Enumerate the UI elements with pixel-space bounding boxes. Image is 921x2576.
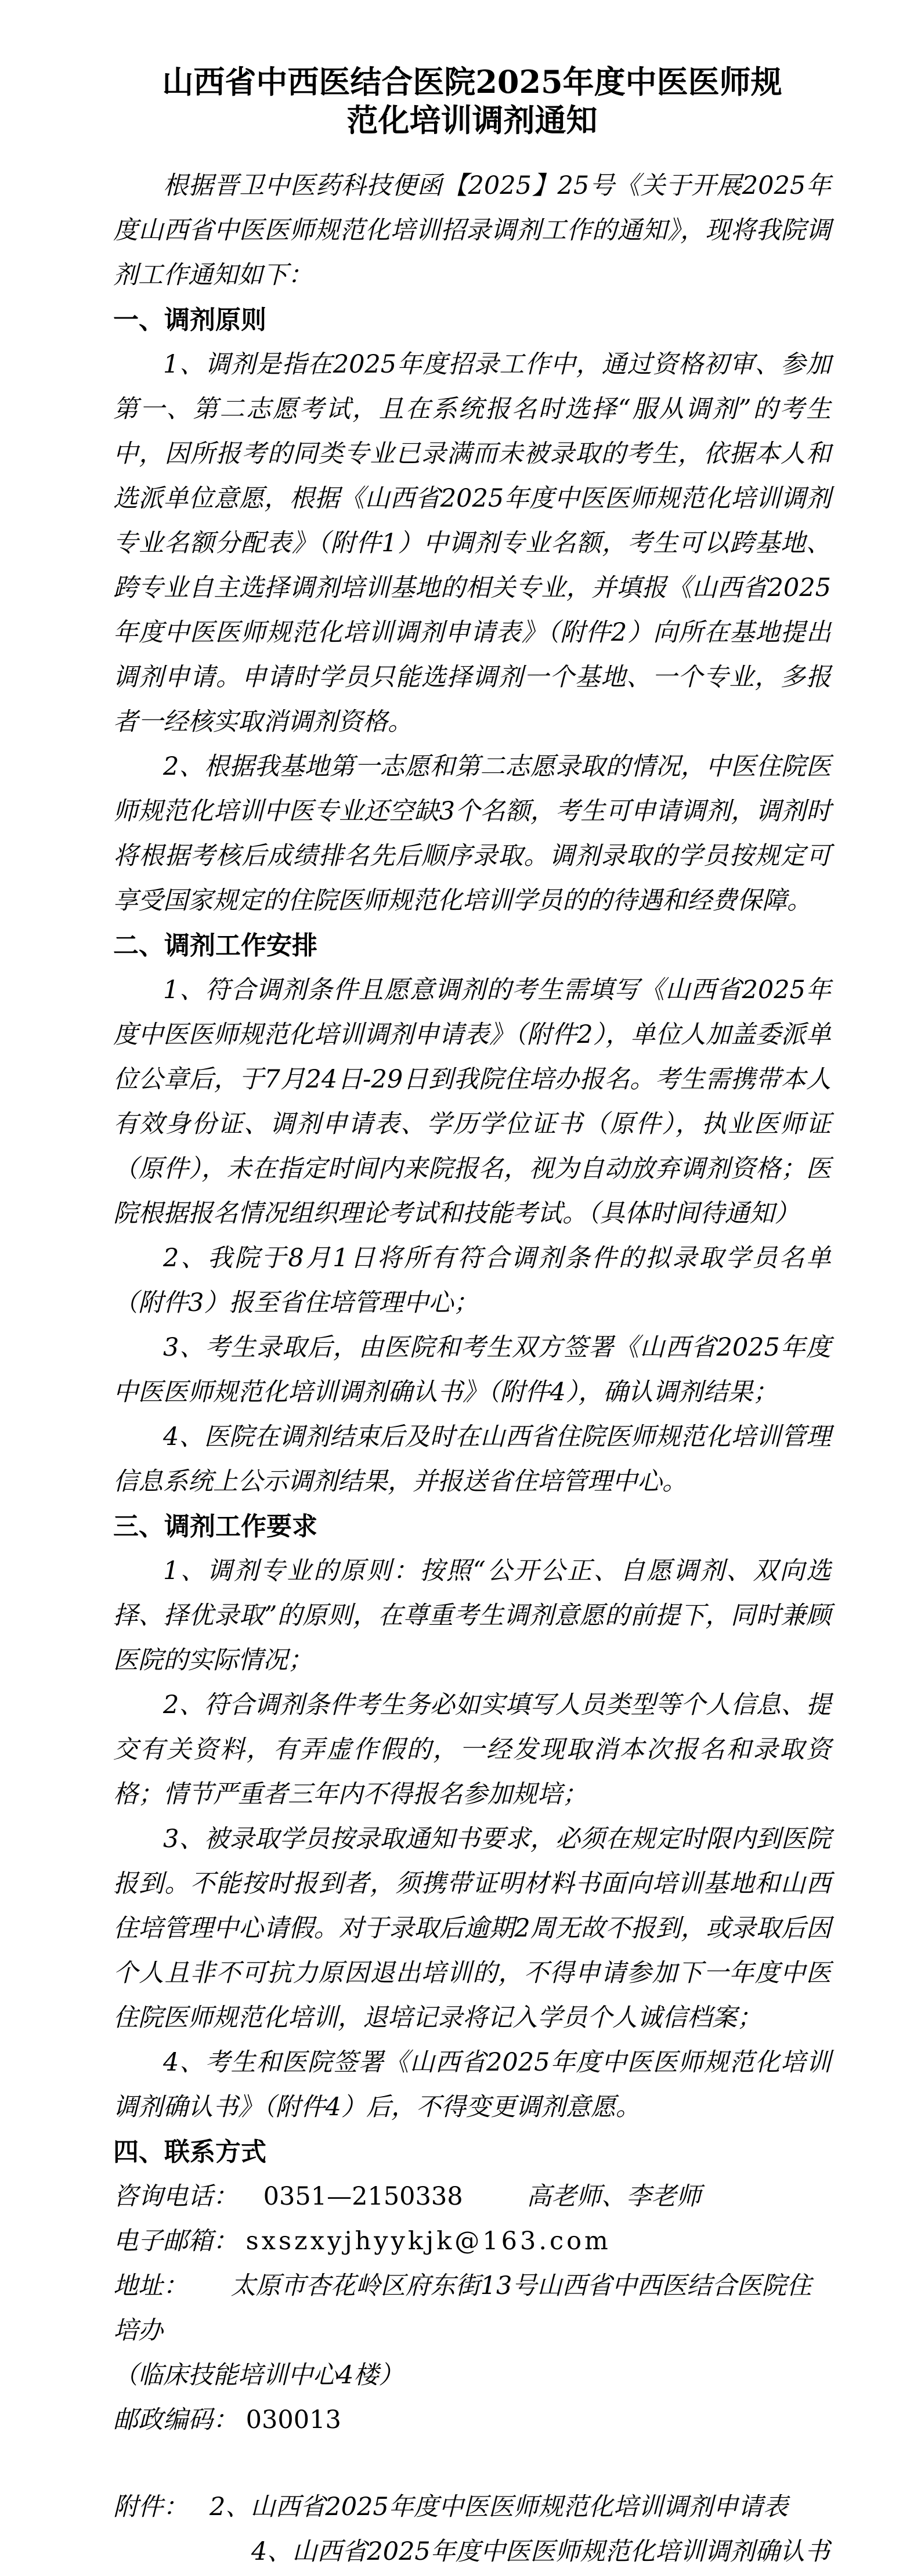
contact-phone-label: 咨询电话： [113,2182,238,2211]
contact-phone-line [113,2174,831,2219]
section-2-paragraph-4: 4、医院在调剂结束后及时在山西省住院医师规范化培训管理信息系统上公示调剂结果，并报送省住培管理中心。 [113,1422,831,1496]
contact-postcode-line [113,2398,831,2443]
contact-postcode-label: 邮政编码： [113,2405,238,2434]
section-3-paragraph-2: 2、符合调剂条件考生务必如实填写人员类型等个人信息、提交有关资料，有弄虚作假的，一经发现取消本次报名和录取资格；情节严重者三年内不得报名参加规培； [113,1690,831,1809]
attachment-line-1 [113,2485,831,2530]
contact-email-label: 电子邮箱： [113,2227,238,2256]
contact-email-address: sxszxyjhyykjk@163.com [245,2227,611,2256]
section-3-heading: 三、调剂工作要求 [113,1512,317,1541]
section-2-paragraph-1: 1、符合调剂条件且愿意调剂的考生需填写《山西省2025年度中医医师规范化培训调剂申请表》（附件2），单位人加盖委派单位公章后，于7月24日-29日到我院住培办报名。考生需携带本人有效身份证、调剂申请表、学历学位证书（原件），执业医师证（原件），未在指定时间内来院报名，视为自动放弃调剂资格；医院根据报名情况组织理论考试和技能考试。（具体时间待通知） [113,976,831,1228]
section-1-paragraph-1: 1、调剂是指在2025年度招录工作中，通过资格初审、参加第一、第二志愿考试，且在系统报名时选择“服从调剂”的考生中，因所报考的同类专业已录满而未被录取的考生，依据本人和选派单位意愿，根据《山西省2025年度中医医师规范化培训调剂专业名额分配表》（附件1）中调剂专业名额，考生可以跨基地、跨专业自主选择调剂培训基地的相关专业，并填报《山西省2025年度中医医师规范化培训调剂申请表》（附件2）向所在基地提出调剂申请。申请时学员只能选择调剂一个基地、一个专业，多报者一经核实取消调剂资格。 [113,350,831,736]
document-body [113,164,831,2574]
attachment-item-2: 4、山西省2025年度中医医师规范化培训调剂确认书 [251,2537,830,2566]
section-4-heading: 四、联系方式 [113,2137,266,2167]
attachments-block [113,2485,831,2574]
section-3-paragraph-1: 1、调剂专业的原则：按照“公开公正、自愿调剂、双向选择、择优录取”的原则，在尊重考生调剂意愿的前提下，同时兼顾医院的实际情况； [113,1556,831,1675]
document-title-line-1: 山西省中西医结合医院2025年度中医医师规 [162,63,782,100]
contact-phone-number: 0351—2150338 [263,2182,463,2211]
contact-address-label: 地址： [113,2271,188,2300]
section-1-heading: 一、调剂原则 [113,305,266,335]
attachment-line-2 [113,2530,831,2574]
contact-phone-persons: 高老师、李老师 [526,2182,702,2211]
section-2-heading: 二、调剂工作安排 [113,931,317,960]
section-3-paragraph-3: 3、被录取学员按录取通知书要求，必须在规定时限内到医院报到。不能按时报到者，须携带证明材料书面向培训基地和山西住培管理中心请假。对于录取后逾期2周无故不报到，或录取后因个人且非不可抗力原因退出培训的，不得申请参加下一年度中医住院医师规范化培训，退培记录将记入学员个人诚信档案； [113,1824,831,2032]
section-2-paragraph-3: 3、考生录取后，由医院和考生双方签署《山西省2025年度中医医师规范化培训调剂确认书》（附件4），确认调剂结果； [113,1333,831,1407]
intro-paragraph: 根据晋卫中医药科技便函【2025】25号《关于开展2025年度山西省中医医师规范化培训招录调剂工作的通知》，现将我院调剂工作通知如下： [113,171,831,290]
attachments-label: 附件： [113,2492,188,2521]
attachment-item-1: 2、山西省2025年度中医医师规范化培训调剂申请表 [210,2492,788,2521]
contact-address-value: 太原市杏花岭区府东街13号山西省中西医结合医院住培办 [113,2271,812,2345]
contact-email-line [113,2219,831,2264]
contact-address-line [113,2264,831,2353]
section-3-paragraph-4: 4、考生和医院签署《山西省2025年度中医医师规范化培训调剂确认书》（附件4）后，不得变更调剂意愿。 [113,2048,831,2122]
contact-address-note-line: （临床技能培训中心4楼） [113,2361,404,2390]
document-title-line-2: 范化培训调剂通知 [346,102,598,139]
section-2-paragraph-2: 2、我院于8月1日将所有符合调剂条件的拟录取学员名单（附件3）报至省住培管理中心； [113,1244,831,1317]
section-1-paragraph-2: 2、根据我基地第一志愿和第二志愿录取的情况，中医住院医师规范化培训中医专业还空缺3个名额，考生可申请调剂，调剂时将根据考核后成绩排名先后顺序录取。调剂录取的学员按规定可享受国家规定的住院医师规范化培训学员的的待遇和经费保障。 [113,752,831,915]
document-title [113,63,831,139]
contact-postcode-value: 030013 [245,2405,341,2434]
